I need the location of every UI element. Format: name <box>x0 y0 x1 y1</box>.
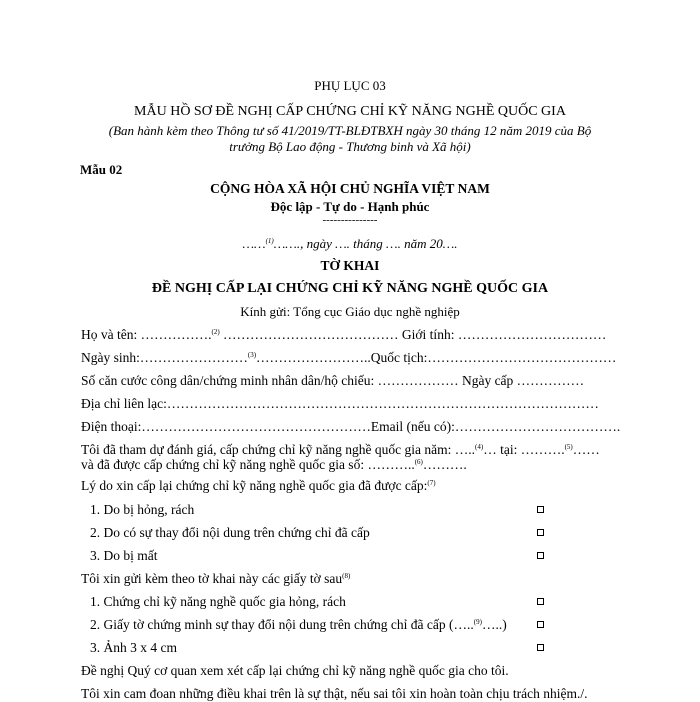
field-certificate-number[interactable]: và đã được cấp chứng chỉ kỹ năng nghề quốc gia số: ………..$^{(6)}$………. <box>81 457 467 472</box>
motto-divider: --------------- <box>322 214 378 226</box>
document-title: MẪU HỒ SƠ ĐỀ NGHỊ CẤP CHỨNG CHỈ KỸ NĂNG NGHỀ QUỐC GIA <box>134 104 566 119</box>
attachment-item-damaged-certificate: 1. Chứng chỉ kỹ năng nghề quốc gia hỏng, rách <box>90 594 346 609</box>
form-number: Mẫu 02 <box>80 162 123 177</box>
closing-request: Đề nghị Quý cơ quan xem xét cấp lại chứng chỉ kỹ năng nghề quốc gia cho tôi. <box>81 663 509 678</box>
attachment-proof-checkbox[interactable] <box>537 621 544 628</box>
field-date-of-birth[interactable]: Ngày sinh:……………………$^{(3)}$……………………..Quốc tịch:…………………………………… <box>81 350 617 365</box>
subtitle-line-1: (Ban hành kèm theo Thông tư số 41/2019/TT-BLĐTBXH ngày 30 tháng 12 năm 2019 của Bộ <box>108 123 592 138</box>
doc-type: TỜ KHAI <box>320 258 380 273</box>
subtitle-line-2: trưởng Bộ Lao động - Thương binh và Xã hội) <box>229 139 471 154</box>
attachment-item-change-proof: 2. Giấy tờ chứng minh sự thay đổi nội dung trên chứng chỉ đã cấp (…..$^{(9)}$…..) <box>90 617 507 632</box>
closing-pledge: Tôi xin cam đoan những điều khai trên là sự thật, nếu sai tôi xin hoàn toàn chịu trách nhiệm./. <box>81 686 588 701</box>
field-id-number[interactable]: Số căn cước công dân/chứng minh nhân dân/hộ chiếu: ……………… Ngày cấp …………… <box>81 373 585 388</box>
reason-damaged-checkbox[interactable] <box>537 506 544 513</box>
field-phone-email[interactable]: Điện thoại:……………………………………………Email (nếu có):………………………………. <box>81 419 621 434</box>
national-motto: Độc lập - Tự do - Hạnh phúc <box>270 199 430 214</box>
recipient-line: Kính gửi: Tổng cục Giáo dục nghề nghiệp <box>240 304 460 319</box>
field-address[interactable]: Địa chỉ liên lạc:…………………………………………………………………………………… <box>81 396 599 411</box>
reason-item-changed: 2. Do có sự thay đổi nội dung trên chứng chỉ đã cấp <box>90 525 370 540</box>
attachment-item-photo: 3. Ảnh 3 x 4 cm <box>90 640 177 655</box>
reason-changed-checkbox[interactable] <box>537 529 544 536</box>
field-assessment-info[interactable]: Tôi đã tham dự đánh giá, cấp chứng chỉ kỹ năng nghề quốc gia năm: …..$^{(4)}$… tại: ……….$^{(5)}$…… <box>81 442 600 457</box>
reason-lost-checkbox[interactable] <box>537 552 544 559</box>
attachments-heading: Tôi xin gửi kèm theo tờ khai này các giấy tờ sau$^{(8)}$ <box>81 571 351 586</box>
appendix-label: PHỤ LỤC 03 <box>314 78 386 93</box>
republic-heading: CỘNG HÒA XÃ HỘI CHỦ NGHĨA VIỆT NAM <box>210 181 490 196</box>
reasons-heading: Lý do xin cấp lại chứng chỉ kỹ năng nghề quốc gia đã được cấp:$^{(7)}$ <box>81 478 436 493</box>
reason-item-lost: 3. Do bị mất <box>90 548 158 563</box>
attachment-certificate-checkbox[interactable] <box>537 598 544 605</box>
reason-item-damaged: 1. Do bị hỏng, rách <box>90 502 195 517</box>
attachment-photo-checkbox[interactable] <box>537 644 544 651</box>
field-full-name[interactable]: Họ và tên: …………….$^{(2)}$ ………………………………… Giới tính: …………………………… <box>81 327 607 342</box>
place-date-line: ……$^{(1)}$……., ngày …. tháng …. năm 20…. <box>242 236 458 251</box>
doc-title: ĐỀ NGHỊ CẤP LẠI CHỨNG CHỈ KỸ NĂNG NGHỀ QUỐC GIA <box>151 281 549 296</box>
